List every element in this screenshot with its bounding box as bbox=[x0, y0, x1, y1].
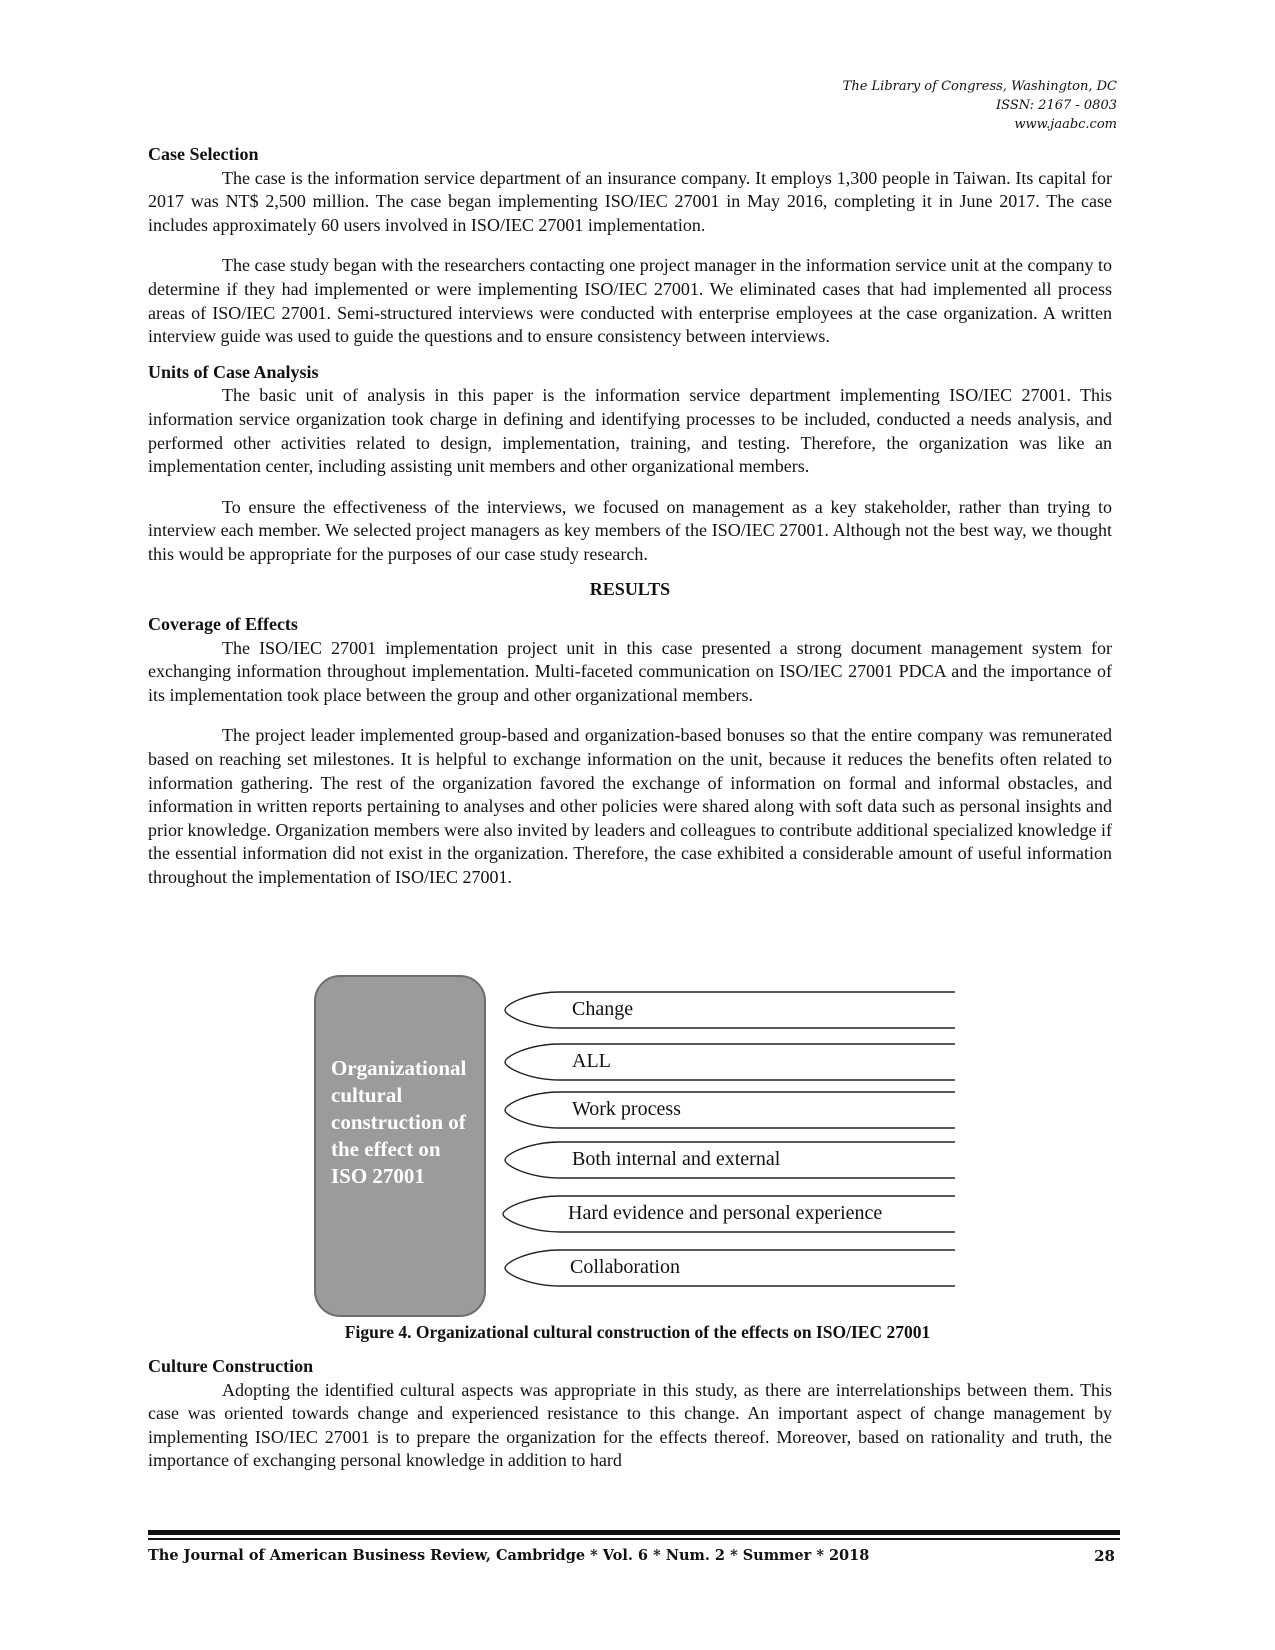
footer-journal-info: The Journal of American Business Review, Cambridge * Vol. 6 * Num. 2 * Summer * 2018 bbox=[148, 1547, 870, 1564]
figure-concept-box bbox=[314, 975, 486, 1317]
paragraph: The ISO/IEC 27001 implementation project unit in this case presented a strong document management system for exchanging information throughout implementation. Multi-faceted communication on ISO/IEC 27001 PDCA and the importance of its implementation took place between the group and other organizational members. bbox=[148, 637, 1112, 705]
figure-arrow-shape bbox=[503, 1196, 955, 1232]
figure-arrow-shape bbox=[505, 1044, 955, 1080]
paragraph: Adopting the identified cultural aspects was appropriate in this study, as there are interrelationships between them. This case was oriented towards change and experienced resistance to this change. An important aspect of change management by implementing ISO/IEC 27001 is to prepare the organization for the effects thereof. Moreover, based on rationality and truth, the importance of exchanging personal knowledge in addition to hard bbox=[148, 1379, 1112, 1471]
footer-rule bbox=[148, 1538, 1120, 1540]
figure-arrow-shape bbox=[505, 992, 955, 1028]
paragraph: The basic unit of analysis in this paper is the information service department implementing ISO/IEC 27001. This information service organization took charge in defining and identifying processes to be included, conducted a needs analysis, and performed other activities related to design, implementation, training, and testing. Therefore, the organization was like an implementation center, including assisting unit members and other organizational members. bbox=[148, 385, 1112, 477]
body-upper bbox=[148, 143, 1112, 890]
figure-arrow-shape bbox=[505, 1250, 955, 1286]
heading-results: RESULTS bbox=[589, 578, 671, 599]
paragraph: The case is the information service department of an insurance company. It employs 1,300 people in Taiwan. Its capital for 2017 was NT$ 2,500 million. The case began implementing ISO/IEC 27001 in May 2016, completing it in June 2017. The case includes approximately 60 users involved in ISO/IEC 27001 implementation. bbox=[148, 167, 1112, 235]
page-number: 28 bbox=[1094, 1547, 1115, 1565]
figure-concept-text: Organizational cultural construction of the effect on ISO 27001 bbox=[331, 1056, 467, 1188]
figure-item-label: Work process bbox=[572, 1098, 681, 1120]
figure-item-label: Collaboration bbox=[570, 1256, 680, 1278]
header-library: The Library of Congress, Washington, DC bbox=[842, 79, 1117, 94]
figure-item-label: Both internal and external bbox=[572, 1148, 781, 1170]
paragraph: To ensure the effectiveness of the interviews, we focused on management as a key stakeholder, rather than trying to interview each member. We selected project managers as key members of the ISO/IEC 27001. Although not the best way, we thought this would be appropriate for the purposes of our case study research. bbox=[148, 496, 1112, 564]
footer-rule bbox=[148, 1530, 1120, 1535]
figure-caption: Figure 4. Organizational cultural construction of the effects on ISO/IEC 27001 bbox=[344, 1322, 931, 1342]
body-lower bbox=[148, 1355, 1112, 1473]
figure-item-label: Change bbox=[572, 998, 634, 1020]
heading-coverage-of-effects: Coverage of Effects bbox=[148, 614, 298, 635]
heading-case-selection: Case Selection bbox=[148, 144, 259, 164]
heading-culture-construction: Culture Construction bbox=[148, 1356, 314, 1376]
paragraph: The project leader implemented group-based and organization-based bonuses so that the entire company was remunerated based on reaching set milestones. It is helpful to exchange information on the unit, because it reduces the benefits often related to information gathering. The rest of the organization favored the exchange of information on formal and informal obstacles, and information in written reports pertaining to analyses and other policies were shared along with soft data such as personal insights and prior knowledge. Organization members were also invited by leaders and colleagues to contribute additional specialized knowledge if the essential information did not exist in the organization. Therefore, the case exhibited a considerable amount of useful information throughout the implementation of ISO/IEC 27001. bbox=[148, 725, 1112, 888]
figure-item-label: ALL bbox=[572, 1050, 611, 1072]
paragraph: The case study began with the researchers contacting one project manager in the information service unit at the company to determine if they had implemented or were implementing ISO/IEC 27001. We eliminated cases that had implemented all process areas of ISO/IEC 27001. Semi-structured interviews were conducted with enterprise employees at the case organization. A written interview guide was used to guide the questions and to ensure consistency between interviews. bbox=[148, 255, 1112, 347]
figure-arrow-shape bbox=[505, 1092, 955, 1128]
figure-item-label: Hard evidence and personal experience bbox=[568, 1202, 883, 1224]
figure-arrow-shape bbox=[505, 1142, 955, 1178]
header-issn: ISSN: 2167 - 0803 bbox=[996, 98, 1117, 113]
heading-units-of-analysis: Units of Case Analysis bbox=[148, 361, 319, 382]
running-head bbox=[843, 77, 1117, 134]
header-website: www.jaabc.com bbox=[1014, 117, 1117, 132]
